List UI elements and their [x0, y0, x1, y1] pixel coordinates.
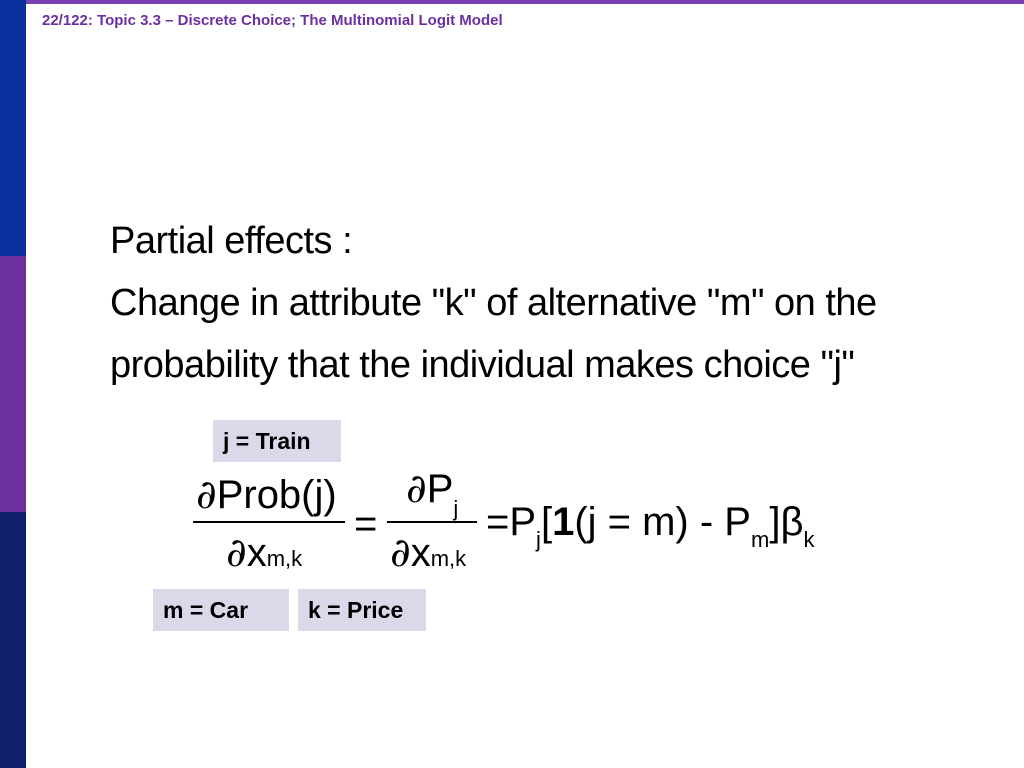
eq-close-bracket: ] — [769, 500, 781, 544]
eq-sub-j: j — [453, 496, 459, 521]
eq-P: P — [426, 467, 454, 511]
eq-equals-1: = — [354, 502, 378, 546]
eq-open-bracket: [ — [540, 500, 553, 544]
eq-numerator-2 — [406, 466, 459, 521]
partial-symbol: ∂ — [196, 472, 217, 518]
body-line: Partial effects : — [110, 220, 353, 262]
tag-j-train: j = Train — [213, 420, 341, 462]
body-text — [110, 210, 877, 396]
fraction-bar-2 — [387, 521, 477, 523]
body-line: Change in attribute "k" of alternative "m" on the — [110, 282, 877, 324]
eq-denominator-1 — [226, 530, 302, 576]
partial-symbol: ∂ — [390, 530, 411, 576]
eq-denominator-2 — [390, 530, 466, 576]
eq-sub-j: j — [536, 527, 541, 552]
eq-P: P — [724, 500, 751, 544]
side-bar-segment-purple — [0, 256, 26, 512]
body-line: probability that the individual makes choice "j" — [110, 344, 855, 386]
tag-m-car: m = Car — [153, 589, 289, 631]
slide-title: 22/122: Topic 3.3 – Discrete Choice; The Multinomial Logit Model — [42, 12, 503, 29]
eq-sub-mk: m,k — [430, 546, 467, 571]
eq-equals-2: = — [486, 500, 510, 544]
eq-indicator-arg: (j = m) - — [574, 500, 725, 544]
eq-indicator: 1 — [552, 500, 575, 544]
top-rule — [26, 0, 1024, 4]
eq-x: x — [246, 531, 267, 575]
side-bar-segment-navy — [0, 512, 26, 768]
eq-sub-m: m — [750, 527, 770, 552]
eq-beta: β — [780, 500, 804, 544]
eq-sub-k: k — [803, 527, 815, 552]
eq-numerator-1 — [196, 472, 337, 518]
partial-symbol: ∂ — [226, 530, 247, 576]
tag-k-price: k = Price — [298, 589, 426, 631]
fraction-bar-1 — [193, 521, 345, 523]
eq-P: P — [509, 500, 537, 544]
eq-x: x — [410, 531, 431, 575]
side-bar — [0, 0, 26, 768]
eq-prob-j: Prob(j) — [216, 473, 337, 517]
partial-symbol: ∂ — [406, 466, 427, 512]
eq-rhs — [486, 500, 815, 552]
side-bar-segment-blue — [0, 0, 26, 256]
eq-sub-mk: m,k — [266, 546, 303, 571]
